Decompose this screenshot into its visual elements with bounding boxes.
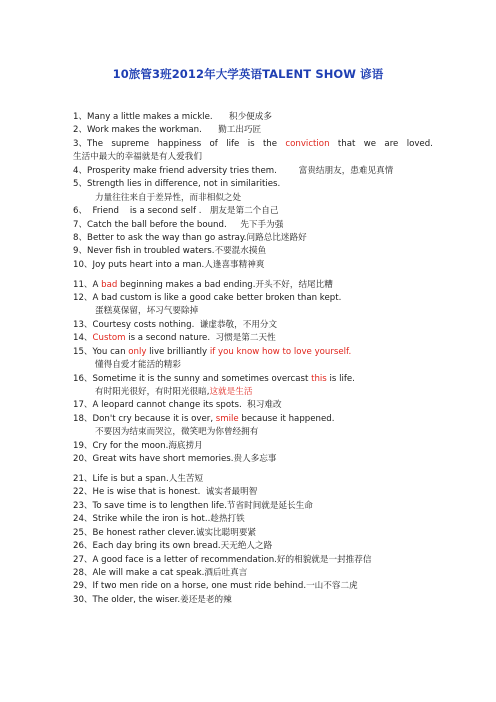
line-text: 21、Life is but a span.人生苦短 [73,473,204,484]
line-text: 17、A leopard cannot change its spots. 积习难改 [73,400,282,411]
line-text: 27、A good face is a letter of recommendation.好的相貌就是一封推荐信 [73,554,372,565]
proverb-line [73,373,433,386]
word: of [209,138,218,149]
line-text: is a second nature. 习惯是第二天性 [125,333,276,344]
proverb-list [73,111,433,607]
proverb-line [73,279,433,292]
proverb-line [73,332,433,345]
line-text: 13、Courtesy costs nothing. 谦虚恭敬，不用分文 [73,319,278,330]
proverb-line [73,111,433,124]
highlighted-text: this [311,373,327,384]
proverb-line [73,554,433,567]
line-text: 30、The older, the wiser.姜还是老的辣 [73,594,232,605]
line-text: 19、Cry for the moon.海底捞月 [73,440,203,451]
line-text: 懂得自爱才能活的精彩 [95,360,181,371]
line-text: 23、To save time is to lengthen life.节省时间就是延长生命 [73,500,313,511]
proverb-line [73,151,433,164]
line-text: is life. [326,373,355,384]
proverb-line [73,346,433,359]
proverb-line [73,540,433,553]
proverb-line [73,259,433,272]
proverb-line [73,567,433,580]
line-text: because it happened. [238,413,335,424]
proverb-line [73,305,433,318]
word: 3、The [73,138,104,149]
line-text: 11、A [73,279,102,290]
word: loved. [406,138,433,149]
line-text: 6、 Friend is a second self . 朋友是第二个自己 [73,206,279,217]
word: is [247,138,255,149]
word: that [337,138,356,149]
proverb-line [73,527,433,540]
highlighted-text: Custom [92,333,126,344]
line-text: 2、Work makes the workman. 勤工出巧匠 [73,125,262,136]
line-text: 生活中最大的幸福就是有人爱我们 [73,152,202,163]
line-text: 14、 [73,333,93,344]
line-text: 25、Be honest rather clever.诚实比聪明要紧 [73,527,257,538]
line-text: 5、Strength lies in difference, not in similarities. [73,179,281,190]
line-text: 力量往往来自于差异性，而非相似之处 [95,192,242,203]
word: are [384,138,399,149]
proverb-line [73,486,433,499]
proverb-line [73,500,433,513]
line-text: 不要因为结束而哭泣，微笑吧为你曾经拥有 [95,427,259,438]
proverb-line [73,178,433,191]
word: life [226,138,240,149]
proverb-line [73,580,433,593]
line-text: 29、If two men ride on a horse, one must ride behind.一山不容二虎 [73,581,358,592]
proverb-line [73,513,433,526]
proverb-line [73,219,433,232]
line-text: 28、Ale will make a cat speak.酒后吐真言 [73,568,248,579]
proverb-line [73,399,433,412]
line-text: beginning makes a bad ending.开头不好，结尾比糟 [117,279,333,290]
highlighted-word: conviction [285,138,330,149]
word: the [262,138,278,149]
proverb-line [73,440,433,453]
proverb-line [73,205,433,218]
line-text: 有时阳光很好，有时阳光很暗, [95,387,210,398]
line-text: 4、Prosperity make friend adversity tries them. 富贵结朋友，患难见真情 [73,165,394,176]
highlighted-text: smile [215,413,239,424]
line-text: 1、Many a little makes a mickle. 积少便成多 [73,112,272,122]
proverb-line [73,138,433,151]
word: happiness [157,138,202,149]
proverb-line [73,413,433,426]
proverb-line [73,292,433,305]
line-text: 22、He is wise that is honest. 诚实者最明智 [73,487,258,498]
proverb-line [73,319,433,332]
proverb-line [73,594,433,607]
line-text: 12、A bad custom is like a good cake better broken than kept. [73,292,342,303]
line-text: live brilliantly [146,346,210,357]
line-text: 9、Never fish in troubled waters.不要混水摸鱼 [73,246,267,257]
line-text: 16、Sometime it is the sunny and sometimes overcast [73,373,312,384]
line-text: 7、Catch the ball before the bound. 先下手为强 [73,219,284,230]
line-text: 蛋糕莫保留，坏习气要除掉 [95,306,199,317]
line-text: 18、Don't cry because it is over, [73,413,216,424]
line-text: 24、Strike while the iron is hot..趁热打铁 [73,514,245,525]
word: we [363,138,377,149]
proverb-line [73,426,433,439]
line-text: 15、You can [73,346,129,357]
proverb-line [73,232,433,245]
highlighted-text: if you know how to love yourself. [209,346,352,357]
line-text: 20、Great wits have short memories.贵人多忘事 [73,454,277,465]
proverb-line [73,473,433,486]
highlighted-text: bad [101,279,118,290]
proverb-line [73,245,433,258]
proverb-line [73,386,433,399]
highlighted-text: only [128,346,147,357]
document-title: 10旅管3班2012年大学英语TALENT SHOW 谚语 [112,67,384,81]
proverb-line [73,165,433,178]
proverb-line [73,192,433,205]
line-text: 8、Better to ask the way than go astray.问路总比迷路好 [73,232,307,243]
proverb-line [73,359,433,372]
line-text: 10、Joy puts heart into a man.人逢喜事精神爽 [73,259,265,270]
word: supreme [111,138,150,149]
highlighted-text: 这就是生活 [209,387,253,398]
line-text: 26、Each day bring its own bread.天无绝人之路 [73,541,273,552]
proverb-line [73,453,433,466]
proverb-line [73,124,433,137]
